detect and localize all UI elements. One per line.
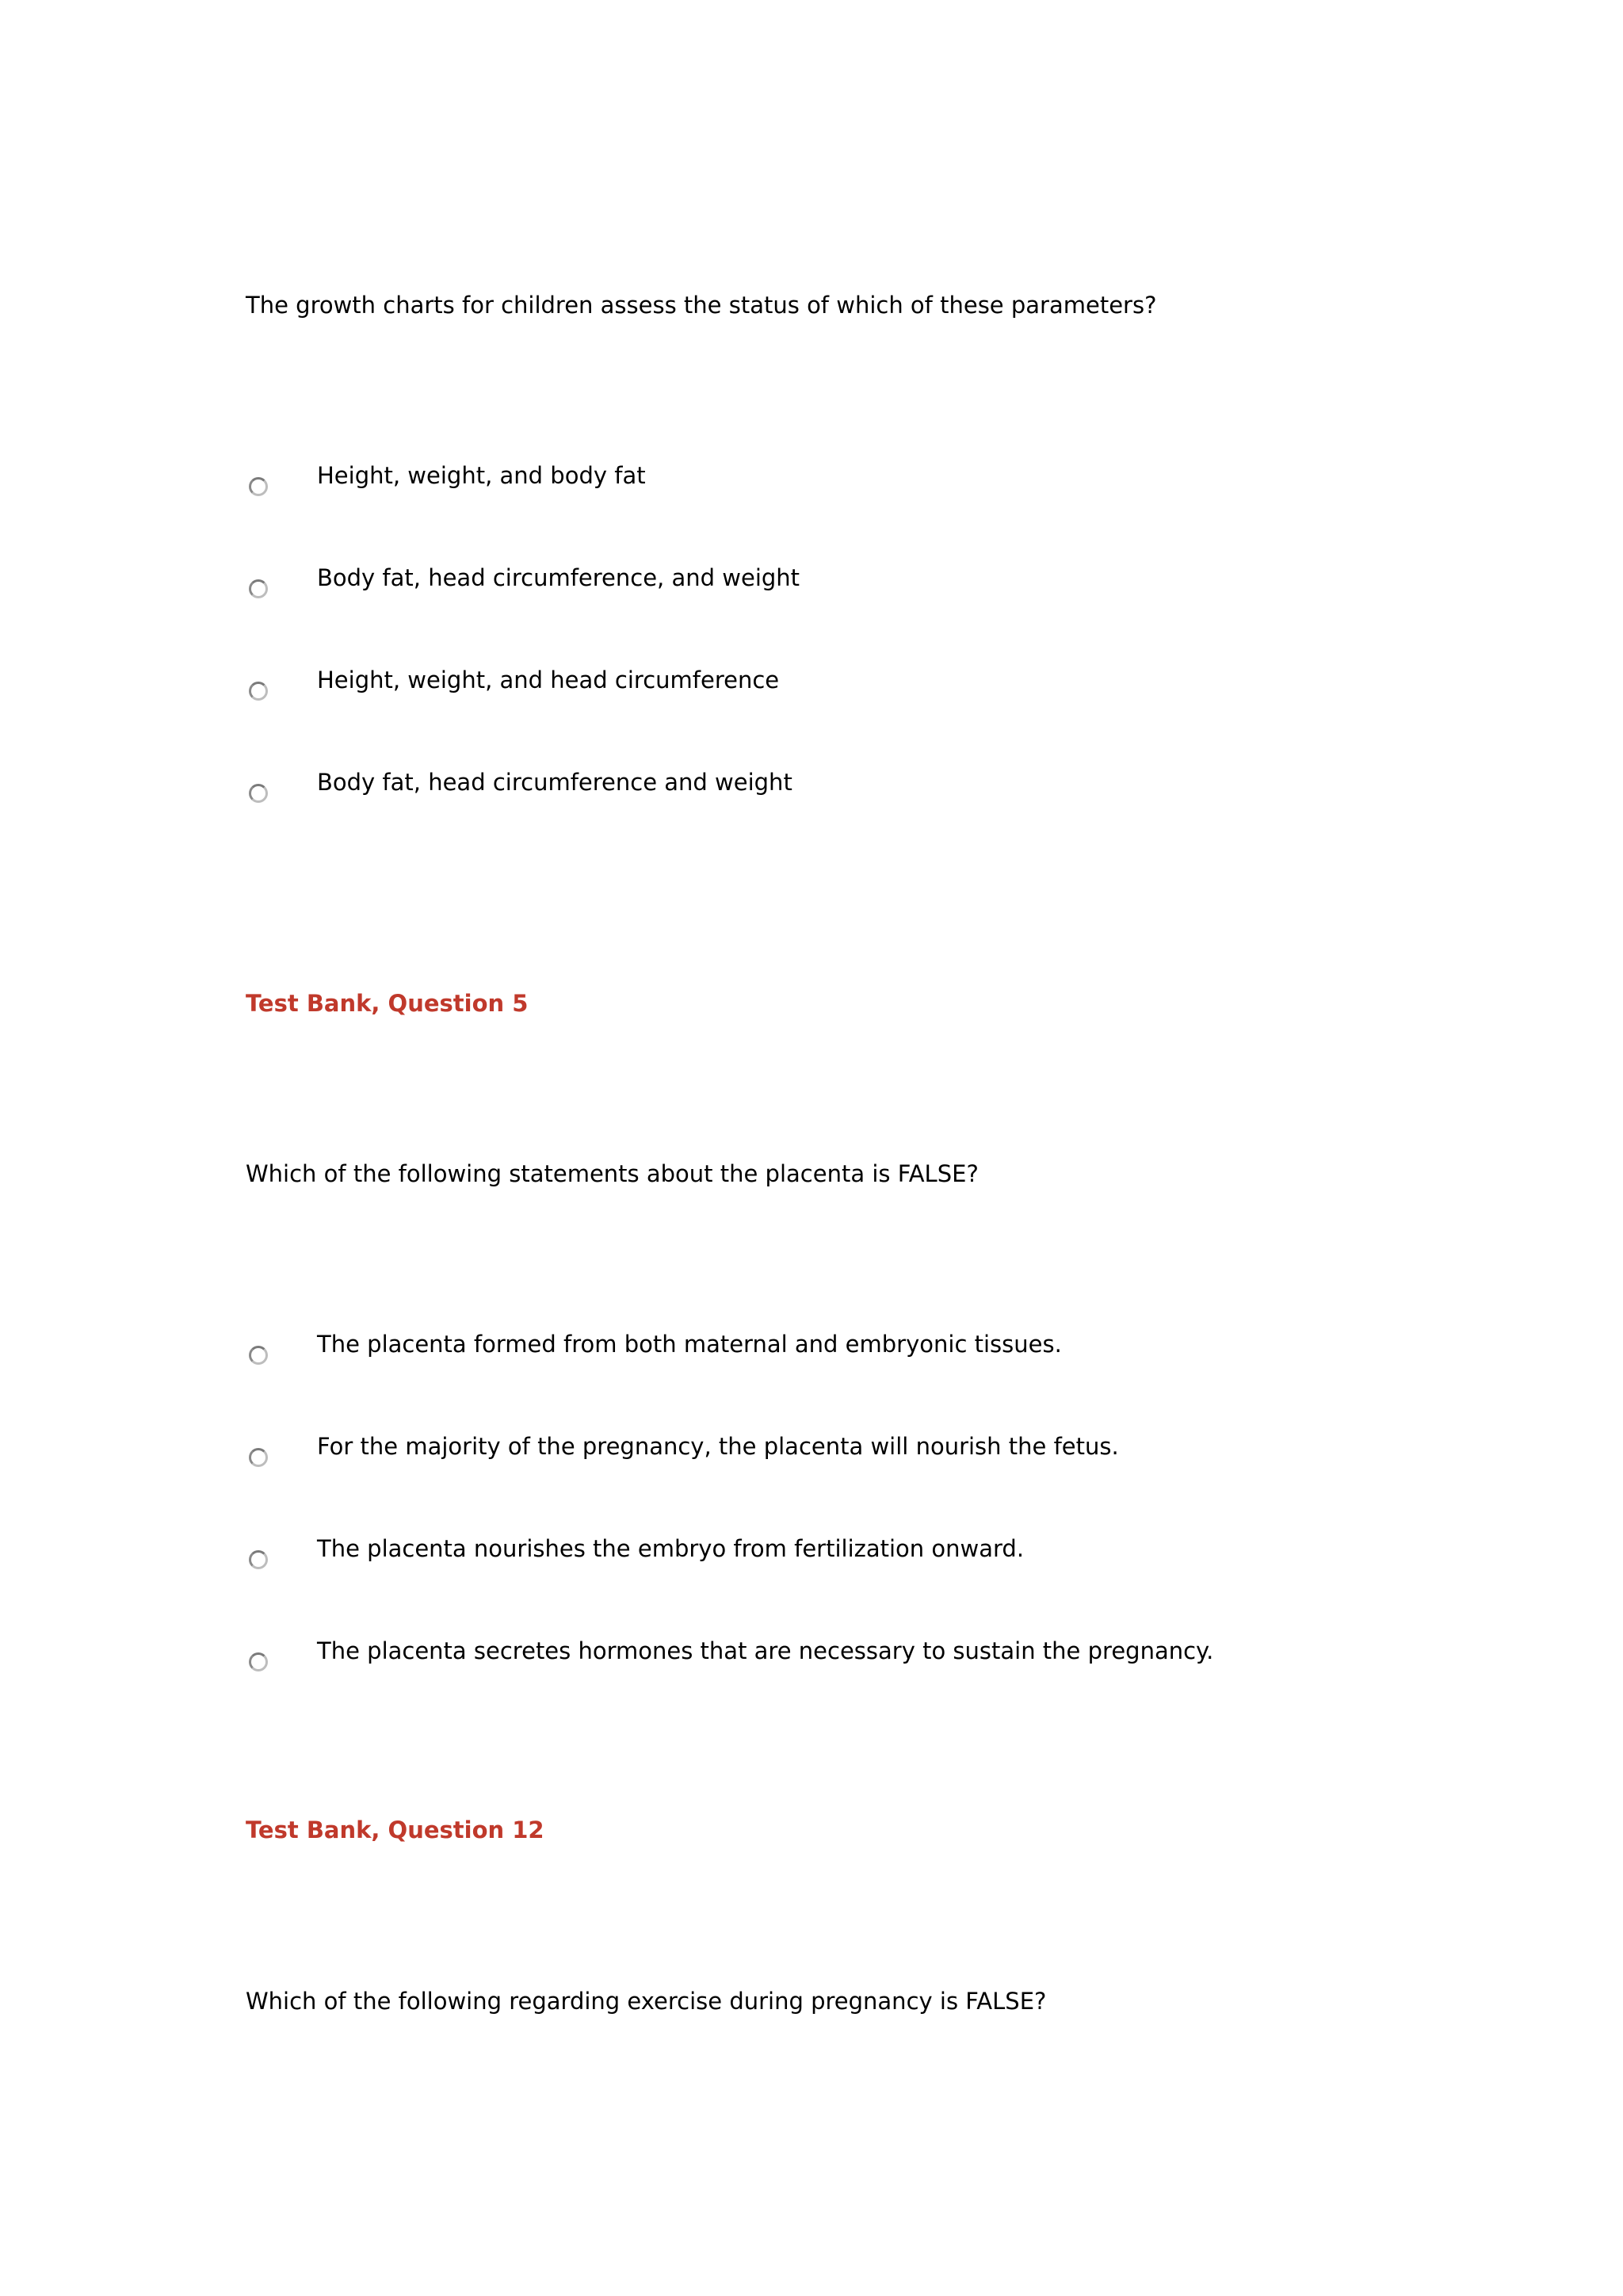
option-label: The placenta secretes hormones that are necessary to sustain the pregnancy. xyxy=(317,1637,1214,1664)
radio-button[interactable] xyxy=(249,784,268,803)
question-5-heading: Test Bank, Question 5 xyxy=(246,990,529,1017)
radio-button[interactable] xyxy=(249,477,268,496)
option-label: Body fat, head circumference and weight xyxy=(317,769,792,796)
question-1-option-3[interactable] xyxy=(246,664,1434,712)
option-label: For the majority of the pregnancy, the placenta will nourish the fetus. xyxy=(317,1433,1119,1460)
question-5-text: Which of the following statements about the placenta is FALSE? xyxy=(246,1160,979,1187)
question-1-option-4[interactable] xyxy=(246,766,1434,814)
option-label: Height, weight, and body fat xyxy=(317,462,646,489)
radio-button[interactable] xyxy=(249,579,268,598)
radio-button[interactable] xyxy=(249,1550,268,1569)
radio-button[interactable] xyxy=(249,682,268,701)
question-5-option-2[interactable] xyxy=(246,1431,1434,1478)
option-label: The placenta nourishes the embryo from fertilization onward. xyxy=(317,1535,1025,1562)
radio-button[interactable] xyxy=(249,1346,268,1365)
option-label: Height, weight, and head circumference xyxy=(317,667,780,693)
question-1-option-2[interactable] xyxy=(246,562,1434,609)
radio-button[interactable] xyxy=(249,1448,268,1467)
question-1-text: The growth charts for children assess the status of which of these parameters? xyxy=(246,292,1157,319)
question-12-heading: Test Bank, Question 12 xyxy=(246,1817,544,1843)
question-5-option-1[interactable] xyxy=(246,1328,1434,1376)
question-5-option-3[interactable] xyxy=(246,1533,1434,1580)
question-1-option-1[interactable] xyxy=(246,460,1434,507)
option-label: Body fat, head circumference, and weight xyxy=(317,564,800,591)
question-5-option-4[interactable] xyxy=(246,1635,1434,1683)
radio-button[interactable] xyxy=(249,1652,268,1671)
option-label: The placenta formed from both maternal and embryonic tissues. xyxy=(317,1331,1062,1358)
question-12-text: Which of the following regarding exercise during pregnancy is FALSE? xyxy=(246,1988,1047,2015)
